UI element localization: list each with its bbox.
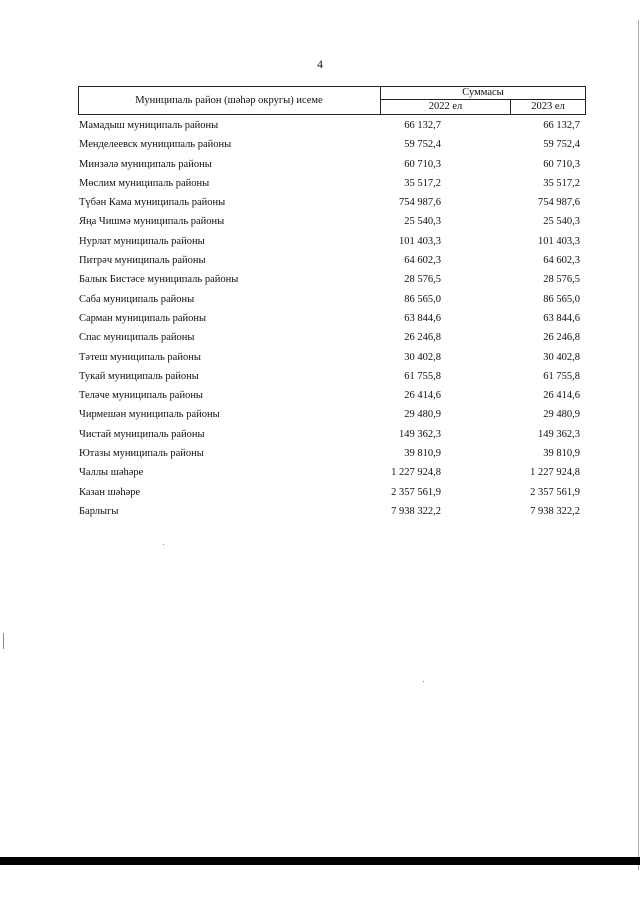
table-body bbox=[78, 116, 586, 521]
row-name: Нурлат муниципаль районы bbox=[79, 235, 205, 247]
table-row bbox=[78, 135, 586, 154]
row-value-2023: 26 414,6 bbox=[543, 390, 580, 402]
row-value-2022: 28 576,5 bbox=[404, 274, 441, 286]
row-name: Балык Бистәсе муниципаль районы bbox=[79, 274, 239, 286]
table-row bbox=[78, 193, 586, 212]
row-value-2022: 39 810,9 bbox=[404, 448, 441, 460]
table-row bbox=[78, 251, 586, 270]
row-value-2023: 754 987,6 bbox=[538, 197, 580, 209]
table-row bbox=[78, 425, 586, 444]
header-name-column: Муниципаль район (шәһәр округы) исеме bbox=[135, 95, 323, 106]
page-number: 4 bbox=[317, 57, 323, 71]
row-value-2023: 63 844,6 bbox=[543, 312, 580, 324]
table-header bbox=[78, 86, 586, 115]
row-value-2022: 59 752,4 bbox=[404, 139, 441, 151]
row-value-2022: 1 227 924,8 bbox=[391, 467, 441, 479]
row-name: Мөслим муниципаль районы bbox=[79, 177, 210, 189]
row-value-2022: 60 710,3 bbox=[404, 158, 441, 170]
table-row bbox=[78, 116, 586, 135]
row-value-2023: 39 810,9 bbox=[543, 448, 580, 460]
row-value-2022: 35 517,2 bbox=[404, 177, 441, 189]
row-name: Тукай муниципаль районы bbox=[79, 370, 199, 382]
table-row bbox=[78, 502, 586, 521]
table-row bbox=[78, 386, 586, 405]
table-row bbox=[78, 290, 586, 309]
row-name: Менделеевск муниципаль районы bbox=[79, 139, 232, 151]
table-row bbox=[78, 444, 586, 463]
row-value-2023: 35 517,2 bbox=[543, 177, 580, 189]
row-name: Теләче муниципаль районы bbox=[79, 390, 203, 402]
row-value-2023: 86 565,0 bbox=[543, 293, 580, 305]
row-name: Барлыгы bbox=[79, 505, 119, 517]
table-row bbox=[78, 309, 586, 328]
row-value-2023: 29 480,9 bbox=[543, 409, 580, 421]
row-name: Спас муниципаль районы bbox=[79, 332, 195, 344]
row-name: Саба муниципаль районы bbox=[79, 293, 195, 305]
scan-speck bbox=[423, 681, 424, 682]
header-year-2023: 2023 ел bbox=[531, 101, 565, 112]
table-row bbox=[78, 212, 586, 231]
row-value-2022: 63 844,6 bbox=[404, 312, 441, 324]
row-name: Яңа Чишмә муниципаль районы bbox=[79, 216, 225, 228]
row-value-2022: 754 987,6 bbox=[399, 197, 441, 209]
scan-speck bbox=[163, 544, 164, 545]
table-row bbox=[78, 463, 586, 482]
row-value-2023: 59 752,4 bbox=[543, 139, 580, 151]
table-row bbox=[78, 483, 586, 502]
row-name: Минзәлә муниципаль районы bbox=[79, 158, 212, 170]
row-value-2023: 30 402,8 bbox=[543, 351, 580, 363]
row-name: Сарман муниципаль районы bbox=[79, 312, 207, 324]
row-value-2023: 64 602,3 bbox=[543, 255, 580, 267]
scan-edge-line bbox=[638, 20, 639, 870]
row-value-2022: 61 755,8 bbox=[404, 370, 441, 382]
table-row bbox=[78, 328, 586, 347]
row-name: Чирмешән муниципаль районы bbox=[79, 409, 220, 421]
row-value-2023: 25 540,3 bbox=[543, 216, 580, 228]
row-value-2022: 29 480,9 bbox=[404, 409, 441, 421]
row-value-2023: 101 403,3 bbox=[538, 235, 580, 247]
table-row bbox=[78, 405, 586, 424]
row-value-2022: 26 246,8 bbox=[404, 332, 441, 344]
table-row bbox=[78, 367, 586, 386]
scan-speck bbox=[3, 633, 4, 649]
row-name: Мамадыш муниципаль районы bbox=[79, 120, 219, 131]
table-row bbox=[78, 232, 586, 251]
row-value-2023: 7 938 322,2 bbox=[530, 505, 580, 517]
row-name: Казан шәһәре bbox=[79, 486, 141, 498]
row-value-2022: 149 362,3 bbox=[399, 428, 441, 440]
row-name: Тәтеш муниципаль районы bbox=[79, 351, 201, 363]
row-value-2023: 1 227 924,8 bbox=[530, 467, 580, 479]
row-value-2023: 149 362,3 bbox=[538, 428, 580, 440]
row-value-2022: 26 414,6 bbox=[404, 390, 441, 402]
scan-bottom-bar bbox=[0, 857, 640, 865]
row-value-2022: 7 938 322,2 bbox=[391, 505, 441, 517]
row-name: Ютазы муниципаль районы bbox=[79, 448, 204, 460]
row-value-2023: 60 710,3 bbox=[543, 158, 580, 170]
table-row bbox=[78, 270, 586, 289]
row-name: Питрәч муниципаль районы bbox=[79, 255, 206, 267]
row-value-2022: 101 403,3 bbox=[399, 235, 441, 247]
row-value-2022: 2 357 561,9 bbox=[391, 486, 441, 498]
table-row bbox=[78, 348, 586, 367]
budget-table bbox=[78, 86, 586, 521]
row-value-2022: 64 602,3 bbox=[404, 255, 441, 267]
row-value-2022: 66 132,7 bbox=[404, 120, 441, 131]
row-value-2023: 2 357 561,9 bbox=[530, 486, 580, 498]
row-name: Чаллы шәһәре bbox=[79, 467, 144, 479]
row-value-2023: 26 246,8 bbox=[543, 332, 580, 344]
row-value-2023: 28 576,5 bbox=[543, 274, 580, 286]
table-row bbox=[78, 174, 586, 193]
row-value-2023: 61 755,8 bbox=[543, 370, 580, 382]
row-value-2022: 25 540,3 bbox=[404, 216, 441, 228]
row-value-2022: 86 565,0 bbox=[404, 293, 441, 305]
row-name: Чистай муниципаль районы bbox=[79, 428, 205, 440]
header-sum-group: Суммасы bbox=[462, 87, 504, 98]
row-name: Түбән Кама муниципаль районы bbox=[79, 197, 226, 209]
row-value-2023: 66 132,7 bbox=[543, 120, 580, 131]
header-year-2022: 2022 ел bbox=[428, 101, 463, 112]
row-value-2022: 30 402,8 bbox=[404, 351, 441, 363]
table-row bbox=[78, 155, 586, 174]
